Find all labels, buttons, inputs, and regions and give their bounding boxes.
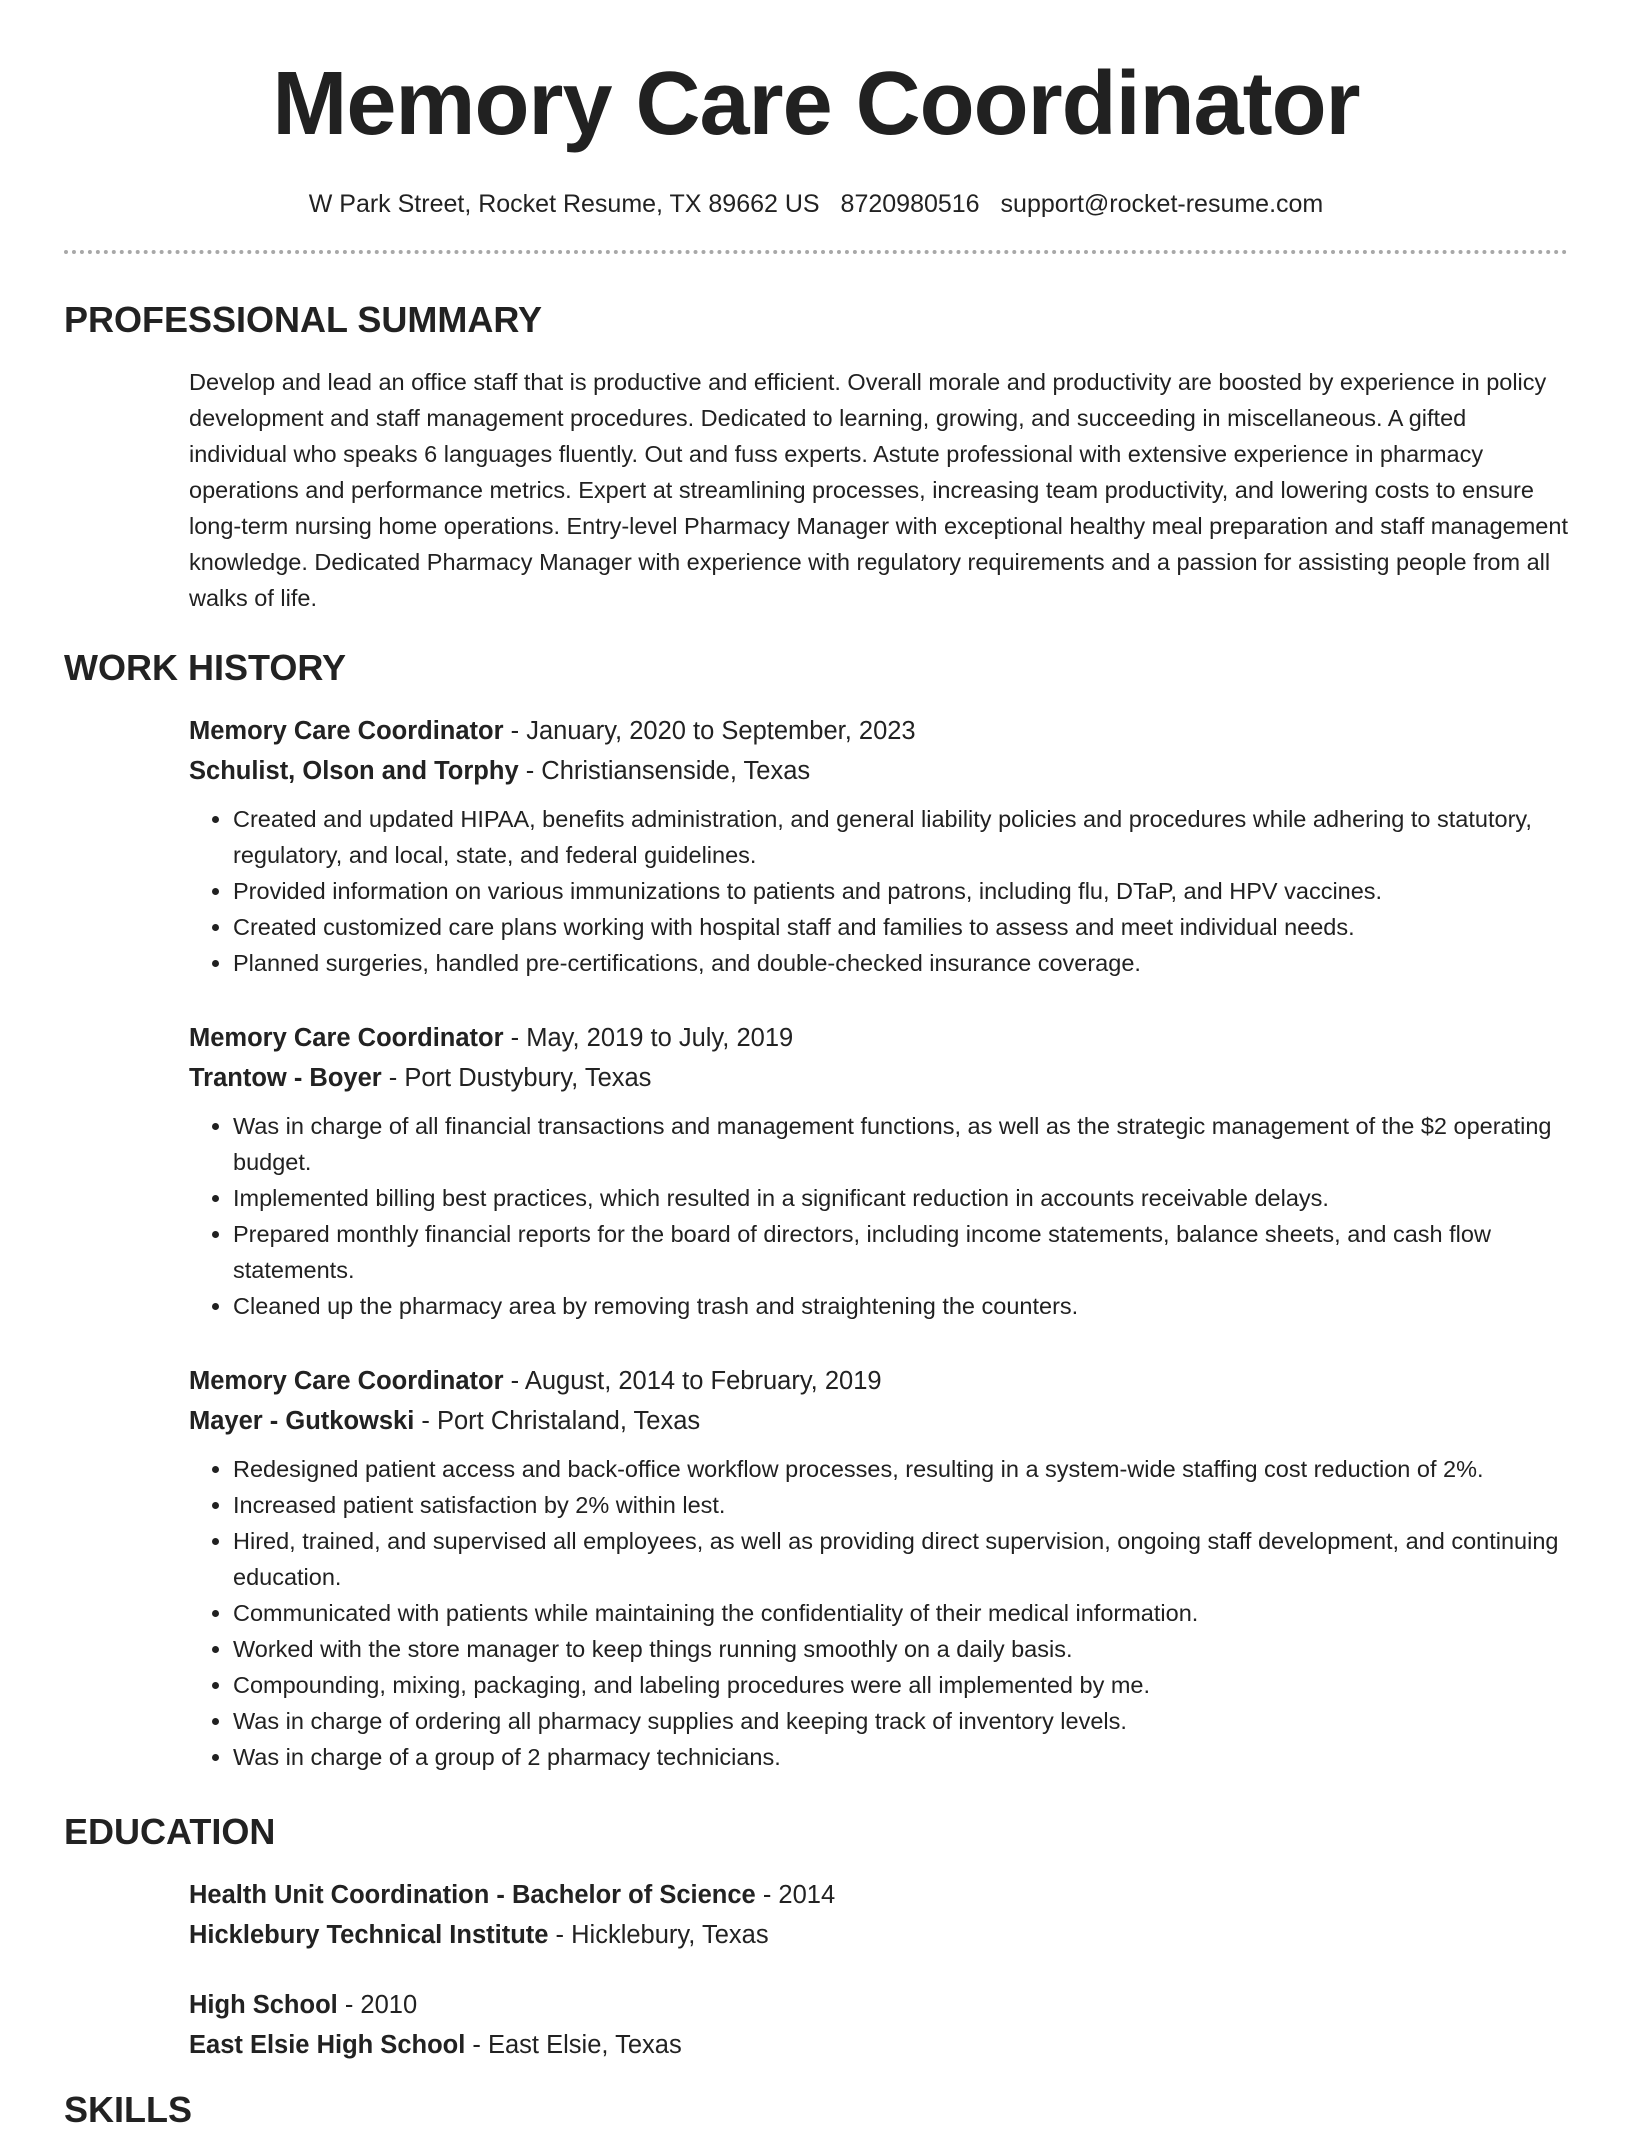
- job-bullet: • Was in charge of all financial transactions and management functions, as well as the strategic management of the $2 operating budget.: [233, 1108, 1568, 1180]
- job-location: - Port Dustybury, Texas: [381, 1064, 652, 1092]
- job-entry: [189, 1361, 1568, 1775]
- contact-email: support@rocket-resume.com: [1000, 190, 1324, 218]
- education-school: Hicklebury Technical Institute: [189, 1921, 549, 1949]
- job-bullet: • Worked with the store manager to keep things running smoothly on a daily basis.: [233, 1631, 1568, 1667]
- education-degree-line: [189, 1875, 1568, 1915]
- skills-section-title: SKILLS: [64, 2089, 193, 2130]
- job-bullet: • Implemented billing best practices, which resulted in a significant reduction in accounts receivable delays.: [233, 1180, 1568, 1216]
- education-school-line: [189, 1915, 1568, 1955]
- job-location: - Christiansenside, Texas: [518, 757, 811, 785]
- job-company-line: [189, 751, 1568, 791]
- job-company: Mayer - Gutkowski: [189, 1407, 415, 1435]
- work-history-section-title: WORK HISTORY: [64, 647, 347, 688]
- job-role-line: [189, 1018, 1568, 1058]
- job-bullet: • Hired, trained, and supervised all employees, as well as providing direct supervision, ongoing staff development, and continuing education.: [233, 1523, 1568, 1595]
- job-bullet: • Was in charge of a group of 2 pharmacy technicians.: [233, 1739, 1568, 1775]
- job-bullet: • Provided information on various immunizations to patients and patrons, including flu, DTaP, and HPV vaccines.: [233, 873, 1568, 909]
- job-company: Trantow - Boyer: [189, 1064, 382, 1092]
- education-year: - 2014: [755, 1881, 836, 1909]
- candidate-name: Memory Care Coordinator: [272, 54, 1360, 154]
- education-location: - Hicklebury, Texas: [548, 1921, 769, 1949]
- job-company-line: [189, 1058, 1568, 1098]
- contact-phone: 8720980516: [840, 190, 980, 218]
- job-bullets: [189, 1451, 1568, 1775]
- job-dates: - May, 2019 to July, 2019: [503, 1024, 794, 1052]
- education-degree: Health Unit Coordination - Bachelor of Science: [189, 1881, 756, 1909]
- summary-section: [189, 364, 1568, 616]
- job-bullet: • Created customized care plans working with hospital staff and families to assess and meet individual needs.: [233, 909, 1568, 945]
- job-dates: - August, 2014 to February, 2019: [503, 1367, 882, 1395]
- job-bullet: • Prepared monthly financial reports for the board of directors, including income statements, balance sheets, and cash flow statements.: [233, 1216, 1568, 1288]
- job-bullets: [189, 1108, 1568, 1324]
- job-bullet: • Redesigned patient access and back-office workflow processes, resulting in a system-wide staffing cost reduction of 2%.: [233, 1451, 1568, 1487]
- job-company: Schulist, Olson and Torphy: [189, 757, 519, 785]
- job-role: Memory Care Coordinator: [189, 717, 504, 745]
- resume-header: [0, 0, 1632, 220]
- education-school: East Elsie High School: [189, 2031, 466, 2059]
- header-divider: [64, 250, 1568, 254]
- education-school-line: [189, 2025, 1568, 2065]
- job-company-line: [189, 1401, 1568, 1441]
- education-degree-line: [189, 1985, 1568, 2025]
- job-bullet: • Increased patient satisfaction by 2% within lest.: [233, 1487, 1568, 1523]
- contact-address: W Park Street, Rocket Resume, TX 89662 US: [308, 190, 820, 218]
- education-location: - East Elsie, Texas: [465, 2031, 682, 2059]
- education-degree: High School: [189, 1991, 338, 2019]
- education-entry: [189, 1985, 1568, 2065]
- job-entry: [189, 1018, 1568, 1324]
- job-entry: [189, 711, 1568, 981]
- job-role-line: [189, 711, 1568, 751]
- contact-line: [0, 188, 1632, 220]
- job-bullet: • Planned surgeries, handled pre-certifications, and double-checked insurance coverage.: [233, 945, 1568, 981]
- job-bullet: • Compounding, mixing, packaging, and labeling procedures were all implemented by me.: [233, 1667, 1568, 1703]
- job-role-line: [189, 1361, 1568, 1401]
- summary-section-title: PROFESSIONAL SUMMARY: [64, 299, 543, 340]
- job-role: Memory Care Coordinator: [189, 1024, 504, 1052]
- job-bullet: • Cleaned up the pharmacy area by removing trash and straightening the counters.: [233, 1288, 1568, 1324]
- job-location: - Port Christaland, Texas: [414, 1407, 701, 1435]
- education-section-title: EDUCATION: [64, 1811, 276, 1852]
- job-bullet: • Was in charge of ordering all pharmacy supplies and keeping track of inventory levels.: [233, 1703, 1568, 1739]
- job-dates: - January, 2020 to September, 2023: [503, 717, 916, 745]
- job-bullet: • Communicated with patients while maintaining the confidentiality of their medical information.: [233, 1595, 1568, 1631]
- summary-text: Develop and lead an office staff that is productive and efficient. Overall morale and productivity are boosted by experience in policy development and staff management procedures. Dedicated to learning, growing, and succeeding in miscellaneous. A gifted individual who speaks 6 languages fluently. Out and fuss experts. Astute professional with extensive experience in pharmacy operations and performance metrics. Expert at streamlining processes, increasing team productivity, and lowering costs to ensure long-term nursing home operations. Entry-level Pharmacy Manager with exceptional healthy meal preparation and staff management knowledge. Dedicated Pharmacy Manager with experience with regulatory requirements and a passion for assisting people from all walks of life.: [189, 369, 1568, 611]
- education-entry: [189, 1875, 1568, 1955]
- job-role: Memory Care Coordinator: [189, 1367, 504, 1395]
- job-bullet: • Created and updated HIPAA, benefits administration, and general liability policies and procedures while adhering to statutory, regulatory, and local, state, and federal guidelines.: [233, 801, 1568, 873]
- education-year: - 2010: [337, 1991, 418, 2019]
- job-bullets: [189, 801, 1568, 981]
